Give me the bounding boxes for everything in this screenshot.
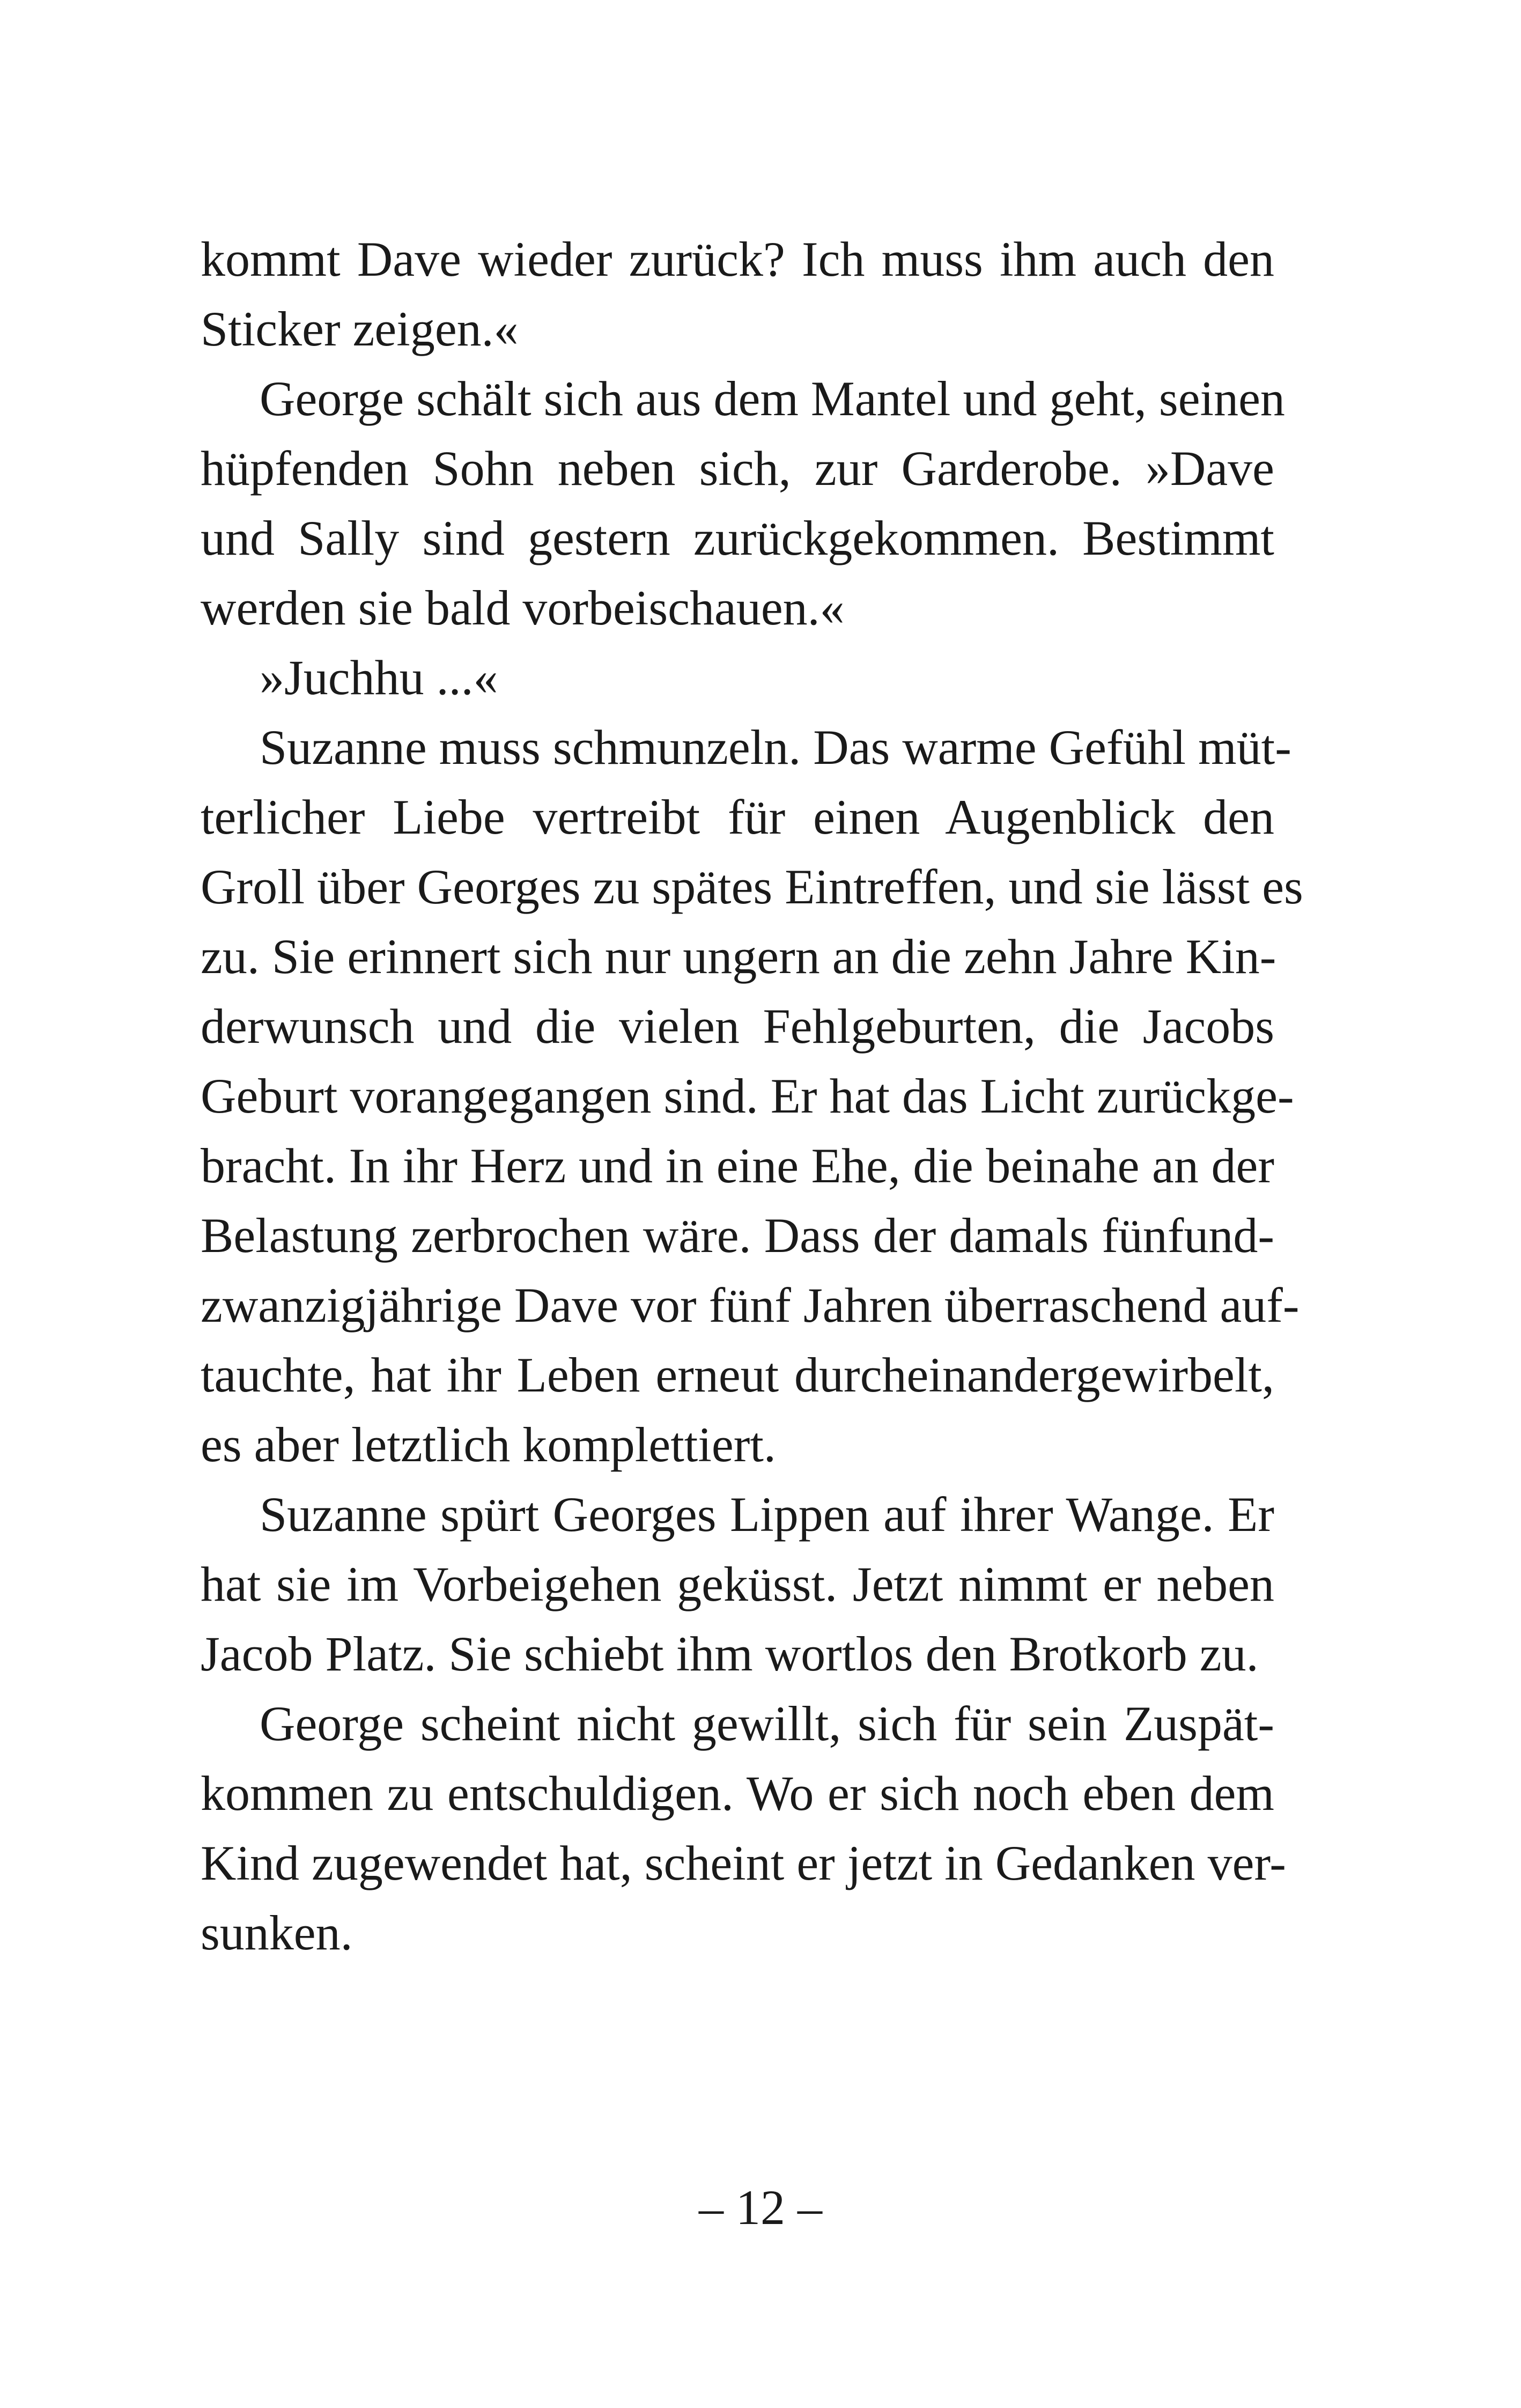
page-number: – 12 – xyxy=(699,2180,822,2235)
text-line: Belastung zerbrochen wäre. Dass der damals fünfund- xyxy=(201,1208,1274,1263)
text-line: George schält sich aus dem Mantel und geht, seinen xyxy=(260,371,1285,426)
text-line: hüpfenden Sohn neben sich, zur Garderobe. »Dave xyxy=(201,441,1274,496)
text-line: George scheint nicht gewillt, sich für sein Zuspät- xyxy=(260,1696,1274,1751)
text-line: es aber letztlich komplettiert. xyxy=(201,1417,776,1472)
text-line: zwanzigjährige Dave vor fünf Jahren überraschend auf- xyxy=(201,1278,1300,1332)
text-line: Suzanne muss schmunzeln. Das warme Gefühl müt- xyxy=(260,720,1291,775)
text-line: tauchte, hat ihr Leben erneut durcheinandergewirbelt, xyxy=(201,1347,1274,1402)
text-line: »Juchhu ...« xyxy=(260,650,498,705)
text-line: Jacob Platz. Sie schiebt ihm wortlos den Brotkorb zu. xyxy=(201,1626,1259,1681)
text-line: kommt Dave wieder zurück? Ich muss ihm auch den xyxy=(201,232,1274,286)
text-line: Sticker zeigen.« xyxy=(201,301,519,356)
text-line: kommen zu entschuldigen. Wo er sich noch eben dem xyxy=(201,1766,1274,1821)
text-line: und Sally sind gestern zurückgekommen. Bestimmt xyxy=(201,511,1274,565)
text-line: derwunsch und die vielen Fehlgeburten, die Jacobs xyxy=(201,999,1274,1054)
text-line: werden sie bald vorbeischauen.« xyxy=(201,580,845,635)
text-line: sunken. xyxy=(201,1905,353,1960)
text-line: hat sie im Vorbeigehen geküsst. Jetzt nimmt er neben xyxy=(201,1557,1274,1611)
text-line: bracht. In ihr Herz und in eine Ehe, die beinahe an der xyxy=(201,1138,1274,1193)
text-line: terlicher Liebe vertreibt für einen Augenblick den xyxy=(201,790,1274,844)
text-line: Kind zugewendet hat, scheint er jetzt in Gedanken ver- xyxy=(201,1836,1286,1890)
body-text xyxy=(201,224,1303,1968)
text-line: Groll über Georges zu spätes Eintreffen, und sie lässt es xyxy=(201,859,1303,914)
text-line: Geburt vorangegangen sind. Er hat das Licht zurückge- xyxy=(201,1069,1294,1123)
text-line: zu. Sie erinnert sich nur ungern an die zehn Jahre Kin- xyxy=(201,929,1276,984)
text-line: Suzanne spürt Georges Lippen auf ihrer Wange. Er xyxy=(260,1487,1274,1542)
